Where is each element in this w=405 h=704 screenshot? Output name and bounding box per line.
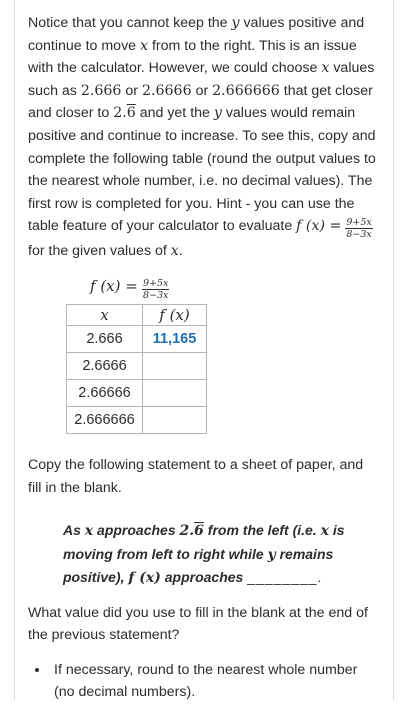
- values-table: [66, 304, 207, 434]
- repeating-digit: 6: [126, 105, 136, 122]
- question-content: [28, 12, 380, 704]
- column-header-fx: f (x): [143, 304, 207, 325]
- cell-x: 2.6666: [67, 352, 143, 379]
- math-x: x: [140, 37, 149, 54]
- function-fraction: [345, 217, 372, 240]
- cell-x: 2.66666: [67, 379, 143, 406]
- cell-fx: [143, 406, 207, 433]
- table-row: [67, 352, 207, 379]
- statement-text: remains positive),: [63, 545, 334, 586]
- limit-value: [113, 105, 136, 121]
- fraction-denominator: 8−3x: [143, 289, 169, 301]
- intro-text: Notice that you cannot keep the: [28, 15, 232, 31]
- table-function-label: [90, 277, 380, 301]
- function-label: f (x) =: [296, 218, 342, 235]
- followup-question: What value did you use to fill in the blank at the end of the previous statement?: [28, 604, 368, 644]
- table-header-row: [67, 304, 207, 325]
- statement-text: approaches: [160, 569, 244, 586]
- cell-fx: [143, 352, 207, 379]
- fraction-denominator: 8−3x: [346, 229, 372, 241]
- column-header-x: x: [67, 304, 143, 325]
- intro-text: values such as: [28, 60, 375, 99]
- statement-text: As: [63, 522, 85, 539]
- cell-x: 2.666: [67, 325, 143, 352]
- intro-text: or: [191, 82, 213, 99]
- value-2-666: 2.666: [80, 82, 122, 99]
- statement-text: approaches: [93, 522, 180, 539]
- repeating-digit: 6: [194, 523, 204, 540]
- copy-instruction: Copy the following statement to a sheet of paper, and fill in the blank.: [28, 456, 364, 496]
- cell-fx: 11,165: [143, 325, 207, 352]
- limit-base: 2.: [179, 523, 195, 540]
- function-fraction: [142, 278, 169, 301]
- limit-value: [180, 523, 204, 539]
- intro-paragraph: [28, 12, 380, 263]
- cell-fx: [143, 379, 207, 406]
- fraction-numerator: 9+5x: [346, 217, 372, 229]
- intro-text: and yet the: [135, 105, 214, 122]
- intro-text: values would remain positive and continue to increase. To see this, copy and complete the following table (round the output values to the nearest whole number, i.e. no decimal values). The first row is completed for you. Hint - you can use the table feature of your calculator to evaluate: [28, 105, 376, 235]
- cell-x: 2.666666: [67, 406, 143, 433]
- value-2-666666: 2.666666: [212, 82, 280, 99]
- math-x: x: [320, 523, 329, 540]
- math-y: y: [213, 105, 222, 122]
- fill-in-statement: [63, 519, 363, 590]
- math-y: y: [231, 15, 240, 31]
- instruction-list: [28, 659, 380, 704]
- intro-text: .: [178, 243, 183, 260]
- intro-text: or: [121, 82, 142, 99]
- intro-text: from to the right. This is an issue with the calculator. However, we could choose: [28, 37, 357, 77]
- intro-text: values positive and continue to move: [28, 15, 365, 54]
- intro-text: that get closer and closer to: [28, 82, 373, 122]
- statement-text: from the left (i.e.: [203, 522, 321, 539]
- fraction-numerator: 9+5x: [143, 277, 169, 289]
- value-2-6666: 2.6666: [141, 82, 192, 99]
- answer-blank: ________.: [247, 569, 323, 586]
- table-row: [67, 379, 207, 406]
- math-x: x: [321, 60, 330, 77]
- math-x: x: [170, 243, 179, 260]
- limit-base: 2.: [113, 105, 127, 122]
- intro-text: for the given values of: [28, 243, 171, 260]
- function-label: f (x) =: [90, 276, 138, 295]
- statement-text: is moving from left to right while: [63, 522, 345, 562]
- table-row: [67, 325, 207, 352]
- table-row: [67, 406, 207, 433]
- math-x: x: [84, 523, 94, 540]
- list-item: • If necessary, round to the nearest whole number (no decimal numbers).: [50, 659, 380, 704]
- function-label: f (x): [128, 570, 161, 587]
- math-y: y: [267, 546, 276, 563]
